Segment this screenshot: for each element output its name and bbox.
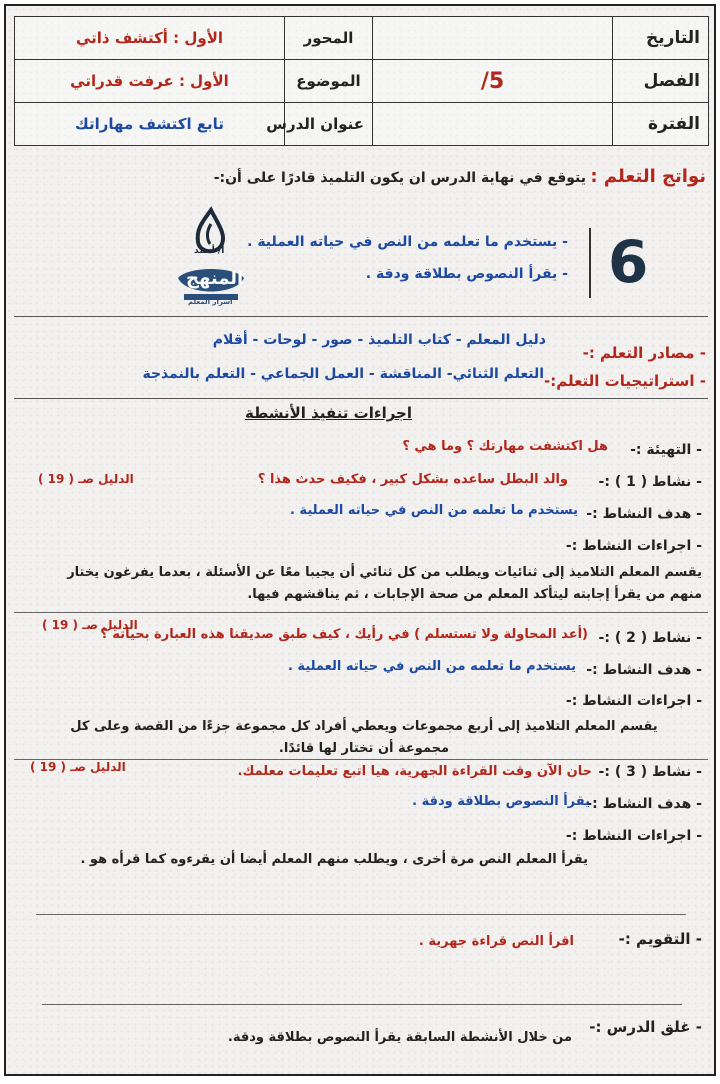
closing-value: من خلال الأنشطة السابقة يقرأ النصوص بطلاقة ودقة. <box>227 1030 572 1045</box>
divider-5 <box>36 914 686 915</box>
axis-value: الأول : أكتشف ذاتي <box>15 17 285 60</box>
activity3-label: - نشاط ( 3 ) :- <box>598 764 702 780</box>
activity2-ref: الدليل صـ ( 19 ) <box>42 618 138 632</box>
activity2-goal: يستخدم ما تعلمه من النص في حياته العملية . <box>287 659 576 674</box>
activity2-proc: يقسم المعلم التلاميذ إلى أربع مجموعات ويعطي أفراد كل مجموعة جزءًا من القصة وعلى كل مجموعة أن تختار لها قائدًا. <box>70 719 658 756</box>
logo <box>166 206 256 311</box>
topic-label: الموضوع <box>285 60 373 103</box>
date-value <box>373 17 613 60</box>
activity1-goal-label: - هدف النشاط :- <box>586 506 702 522</box>
activity2-text: (أعد المحاولة ولا تستسلم ) في رأيك ، كيف طبق صديقنا هذه العبارة بحياته ؟ <box>100 627 588 642</box>
strategies-label: - استراتيجيات التعلم:- <box>543 372 706 390</box>
axis-label: المحور <box>285 17 373 60</box>
activity1-goal: يستخدم ما تعلمه من النص في حياته العملية . <box>289 503 578 518</box>
strategies-value: التعلم الثنائي- المناقشة - العمل الجماعي - التعلم بالنمذجة <box>142 366 544 382</box>
closing-label: - غلق الدرس :- <box>589 1018 702 1036</box>
activity1-ref: الدليل صـ ( 19 ) <box>38 472 134 486</box>
class-value: /5 <box>373 60 613 103</box>
activity2-goal-label: - هدف النشاط :- <box>586 662 702 678</box>
divider-1 <box>14 316 708 317</box>
resources-label: - مصادر التعلم :- <box>582 344 706 362</box>
outcomes-number: 6 <box>608 228 649 296</box>
activity2-label: - نشاط ( 2 ) :- <box>598 630 702 646</box>
lesson-plan-page <box>4 4 716 1076</box>
activity3-text: حان الآن وقت القراءة الجهرية، هيا اتبع تعليمات معلمك. <box>237 764 592 779</box>
divider-6 <box>42 1004 682 1005</box>
class-label: الفصل <box>613 60 709 103</box>
activity3-goal: يقرأ النصوص بطلاقة ودقة . <box>412 794 590 809</box>
activity1-label: - نشاط ( 1 ) :- <box>598 474 702 490</box>
lesson-value: تابع اكتشف مهاراتك <box>15 103 285 146</box>
activity1-proc: يقسم المعلم التلاميذ إلى ثنائيات ويطلب من كل ثنائي أن يجيبا معًا عن الأسئلة ، بعدما يفرغون يختار منهم من يقرأ إجابته ليتأكد المعلم من صحة الإجابات ، ثم يناقشهم فيها. <box>67 565 702 602</box>
divider-2 <box>14 398 708 399</box>
date-label: التاريخ <box>613 17 709 60</box>
logo-small-text: أسرار المعلم <box>188 298 233 306</box>
activity2-proc-label: - اجراءات النشاط :- <box>565 693 702 709</box>
evaluation-value: اقرأ النص قراءة جهرية . <box>418 934 574 949</box>
logo-emblem-icon <box>166 206 256 311</box>
outcomes-divider <box>589 228 591 298</box>
divider-3 <box>14 612 708 613</box>
procedures-title: اجراءات تنفيذ الأنشطة <box>244 404 412 422</box>
outcomes-title: نواتج التعلم : <box>590 166 706 187</box>
header-table <box>14 16 709 146</box>
activity3-proc: يقرأ المعلم النص مرة أخرى ، ويطلب منهم المعلم أيضا أن يقرءوه كما قرأه هو . <box>80 852 588 867</box>
activity3-proc-label: - اجراءات النشاط :- <box>565 828 702 844</box>
period-label: الفترة <box>613 103 709 146</box>
activity1-proc-label: - اجراءات النشاط :- <box>565 538 702 554</box>
activity3-ref: الدليل صـ ( 19 ) <box>30 760 126 774</box>
period-value <box>373 103 613 146</box>
topic-value: الأول : عرفت قدراتي <box>15 60 285 103</box>
outcomes-intro: يتوقع في نهاية الدرس ان يكون التلميذ قادرًا على أن:- <box>213 170 586 186</box>
outcome-item-1: - يستخدم ما تعلمه من النص في حياته العملية . <box>247 234 568 250</box>
warmup-label: - التهيئة :- <box>630 442 702 458</box>
activity3-goal-label: - هدف النشاط :- <box>586 796 702 812</box>
outcome-item-2: - يقرأ النصوص بطلاقة ودقة . <box>365 266 568 282</box>
resources-value: دليل المعلم - كتاب التلميذ - صور - لوحات - أقلام <box>212 332 546 348</box>
lesson-label: عنوان الدرس <box>285 103 373 146</box>
logo-main-text: المنهج <box>186 268 244 289</box>
warmup-value: هل اكتشفت مهارتك ؟ وما هي ؟ <box>402 439 608 454</box>
logo-top-text: أ/ أحمد <box>194 246 225 256</box>
activity1-text: والد البطل ساعده بشكل كبير ، فكيف حدث هذا ؟ <box>257 472 568 487</box>
evaluation-label: - التقويم :- <box>618 930 702 948</box>
